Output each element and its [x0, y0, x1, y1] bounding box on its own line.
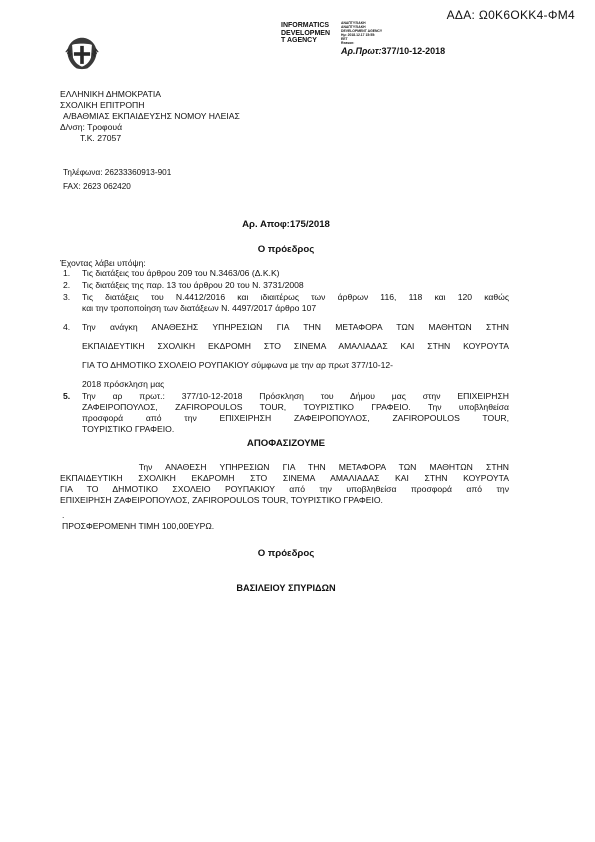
- item-number: 2.: [63, 280, 71, 290]
- item-text: ΖΑΦΕΙΡΟΠΟΥΛΟΣ, ZAFIROPOULOS TOUR, ΤΟΥΡΙΣΤΙΚΟ ΓΡΑΦΕΙΟ. Την υποβληθείσα: [82, 402, 509, 412]
- item-text: ΤΟΥΡΙΣΤΙΚΟ ΓΡΑΦΕΙΟ.: [82, 424, 175, 434]
- presiding-title: Ο πρόεδρος: [257, 244, 315, 255]
- digital-signature-details: [341, 21, 382, 45]
- item-text: και την τροποποίηση των διατάξεων Ν. 4497/2017 άρθρο 107: [82, 303, 317, 313]
- signature-title: Ο πρόεδρος: [257, 548, 315, 559]
- stamp-detail: DEVELOPMENT AGENCY: [341, 29, 383, 33]
- protocol-label: Αρ.Πρωτ:: [341, 46, 382, 56]
- item-text: Τις διατάξεις του άρθρου 209 του Ν.3463/06 (Δ.Κ.Κ): [82, 268, 280, 278]
- protocol-value: 377/10-12-2018: [381, 46, 446, 56]
- header-line: Δ/νση: Τροφουά: [60, 122, 123, 132]
- offered-price: ΠΡΟΣΦΕΡΟΜΕΝΗ ΤΙΜΗ 100,00ΕΥΡΩ.: [62, 521, 215, 531]
- stamp-label: T AGENCY: [281, 37, 317, 44]
- item-number: 3.: [63, 292, 71, 302]
- stamp-label: INFORMATICS: [281, 22, 330, 29]
- stamp-detail: Ημ: 2018.12.17 15:55:: [341, 33, 376, 37]
- item-text: προσφορά από την ΕΠΙΧΕΙΡΗΣΗ ΖΑΦΕΙΡΟΠΟΥΛΟΣ, ZAFIROPOULOS TOUR,: [82, 413, 509, 423]
- stamp-detail: Reason:: [341, 41, 355, 45]
- item-text: Τις διατάξεις του Ν.4412/2016 και ιδιαιτέρως των άρθρων 116, 118 και 120 καθώς: [82, 292, 509, 302]
- decide-heading: ΑΠΟΦΑΣΙΖΟΥΜΕ: [246, 438, 326, 449]
- protocol-number: [341, 46, 445, 56]
- item-number: 1.: [63, 268, 71, 278]
- decision-line: ΕΠΙΧΕΙΡΗΣΗ ΖΑΦΕΙΡΟΠΟΥΛΟΣ, ZAFIROPOULOS TOUR, ΤΟΥΡΙΣΤΙΚΟ ΓΡΑΦΕΙΟ.: [60, 495, 383, 505]
- item-number: 5.: [63, 391, 71, 401]
- decision-line: Την ΑΝΑΘΕΣΗ ΥΠΗΡΕΣΙΩΝ ΓΙΑ ΤΗΝ ΜΕΤΑΦΟΡΑ ΤΩΝ ΜΑΘΗΤΩΝ ΣΤΗΝ: [60, 462, 509, 472]
- greek-emblem-icon: [64, 36, 100, 72]
- stamp-detail: ΑΝΑΠΤΥΞΙΑΚΗ: [341, 21, 366, 25]
- item-text: ΕΚΠΑΙΔΕΥΤΙΚΗ ΣΧΟΛΙΚΗ ΕΚΔΡΟΜΗ ΣΤΟ ΣΙΝΕΜΑ ΑΜΑΛΙΑΔΑΣ ΚΑΙ ΣΤΗΝ ΚΟΥΡΟΥΤΑ: [82, 341, 509, 351]
- fax-line: FAX: 2623 062420: [63, 182, 131, 191]
- header-line: Τ.Κ. 27057: [80, 133, 122, 143]
- item-text: Την αρ πρωτ.: 377/10-12-2018 Πρόσκληση του Δήμου μας στην ΕΠΙΧΕΙΡΗΣΗ: [82, 391, 509, 401]
- stamp-label: DEVELOPMEN: [281, 29, 331, 37]
- decision-number: Αρ. Αποφ:175/2018: [242, 219, 330, 230]
- item-text: ΓΙΑ ΤΟ ΔΗΜΟΤΙΚΟ ΣΧΟΛΕΙΟ ΡΟΥΠΑΚΙΟΥ σύμφωνα με την αρ πρωτ 377/10-12-: [82, 360, 393, 370]
- intro-text: Έχοντας λάβει υπόψη:: [60, 258, 146, 268]
- issuer-header: [60, 89, 240, 144]
- digital-signature-labels: [281, 22, 330, 45]
- signature-name: ΒΑΣΙΛΕΙΟΥ ΣΠΥΡΙΔΩΝ: [236, 583, 336, 593]
- item-text: Την ανάγκη ΑΝΑΘΕΣΗΣ ΥΠΗΡΕΣΙΩΝ ΓΙΑ ΤΗΝ ΜΕΤΑΦΟΡΑ ΤΩΝ ΜΑΘΗΤΩΝ ΣΤΗΝ: [82, 322, 509, 332]
- header-line: Α/ΒΑΘΜΙΑΣ ΕΚΠΑΙΔΕΥΣΗΣ ΝΟΜΟΥ ΗΛΕΙΑΣ: [63, 111, 240, 121]
- dot-mark: .: [62, 510, 65, 520]
- decision-line: ΕΚΠΑΙΔΕΥΤΙΚΗ ΣΧΟΛΙΚΗ ΕΚΔΡΟΜΗ ΣΤΟ ΣΙΝΕΜΑ ΑΜΑΛΙΑΔΑΣ ΚΑΙ ΣΤΗΝ ΚΟΥΡΟΥΤΑ: [60, 473, 509, 483]
- header-line: ΣΧΟΛΙΚΗ ΕΠΙΤΡΟΠΗ: [60, 100, 145, 110]
- stamp-detail: EET: [341, 37, 348, 41]
- header-line: ΕΛΛΗΝΙΚΗ ΔΗΜΟΚΡΑΤΙΑ: [60, 89, 161, 99]
- item-number: 4.: [63, 322, 71, 332]
- stamp-detail: ΑΝΑΠΤΥΞΙΑΚΗ: [341, 25, 366, 29]
- decision-text: [60, 462, 509, 506]
- ada-code: ΑΔΑ: Ω0Κ6ΟΚΚ4-ΦΜ4: [446, 8, 575, 22]
- phone-line: Τηλέφωνα: 26233360913-901: [63, 168, 172, 177]
- decision-line: ΓΙΑ ΤΟ ΔΗΜΟΤΙΚΟ ΣΧΟΛΕΙΟ ΡΟΥΠΑΚΙΟΥ από την υποβληθείσα προσφορά από την: [60, 484, 509, 494]
- item-text: 2018 πρόσκληση μας: [82, 379, 165, 389]
- item-text: Τις διατάξεις της παρ. 13 του άρθρου 20 του Ν. 3731/2008: [82, 280, 304, 290]
